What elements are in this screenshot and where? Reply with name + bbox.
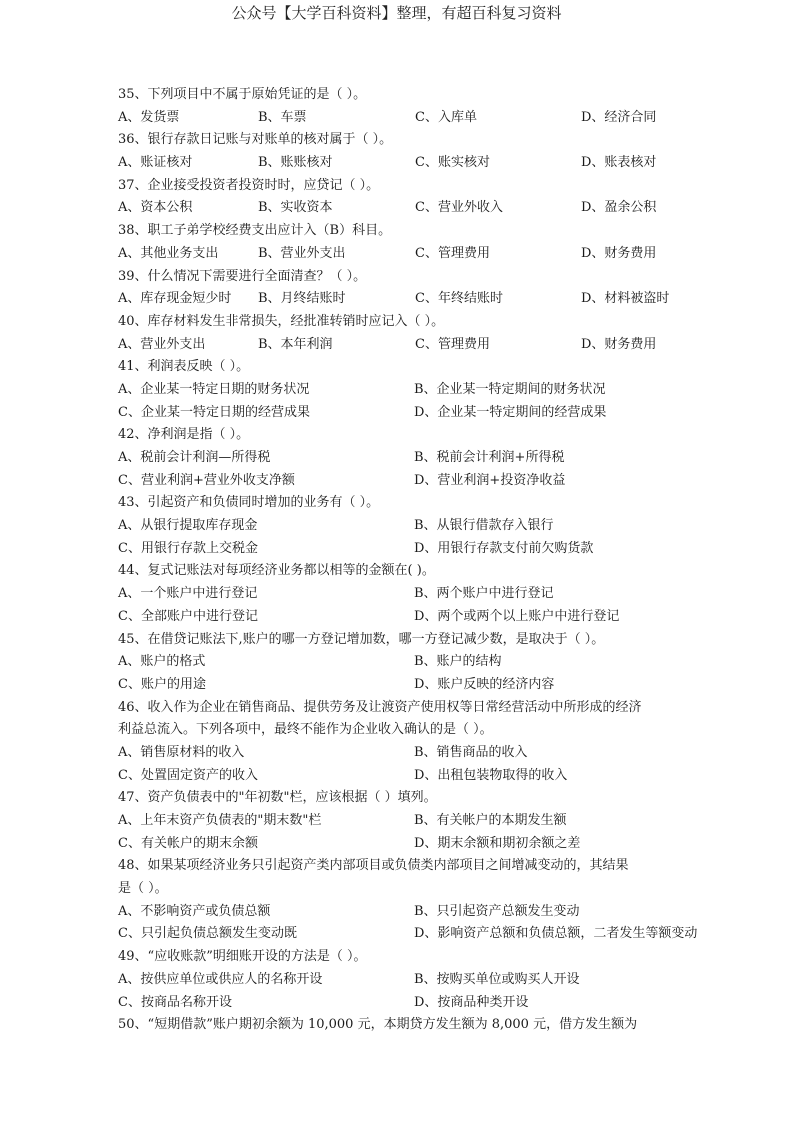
question-text: 42、净利润是指（ ）。 [118, 427, 250, 443]
question-text: 46、收入作为企业在销售商品、提供劳务及让渡资产使用权等日常经营活动中所形成的经济 [118, 699, 642, 715]
answer-option: A、发货票 [118, 109, 180, 125]
question-text: 39、什么情况下需要进行全面清查？（ ）。 [118, 268, 367, 284]
answer-option: C、处置固定资产的收入 [118, 767, 258, 783]
page-header: 公众号【大学百科资料】整理，有超百科复习资料 [231, 4, 562, 22]
answer-option: C、全部账户中进行登记 [118, 608, 258, 624]
options-row [118, 379, 718, 402]
answer-option: B、企业某一特定期间的财务状况 [414, 381, 606, 397]
question-text: 37、企业接受投资者投资时时，应贷记（ ）。 [118, 177, 380, 193]
question-text: 35、下列项目中不属于原始凭证的是（ ）。 [118, 87, 367, 102]
answer-option: B、实收资本 [258, 200, 333, 216]
options-row [118, 583, 718, 606]
options-row [118, 152, 718, 175]
answer-option: A、按供应单位或供应人的名称开设 [118, 971, 323, 987]
answer-option: D、账户反映的经济内容 [414, 676, 555, 692]
answer-option: B、账户的结构 [414, 654, 502, 670]
answer-option: B、销售商品的收入 [414, 744, 528, 760]
answer-option: B、两个账户中进行登记 [414, 586, 554, 602]
options-row [118, 288, 718, 311]
answer-option: D、财务费用 [581, 245, 657, 261]
options-row [118, 923, 718, 946]
answer-option: D、按商品种类开设 [414, 994, 529, 1010]
question-text-continued: 是（ ）。 [118, 881, 168, 897]
answer-option: B、账账核对 [258, 155, 333, 171]
question-text: 45、在借贷记账法下,账户的哪一方登记增加数，哪一方登记减少数，是取决于（ ）。 [118, 631, 605, 647]
options-row [118, 674, 718, 697]
answer-option: A、库存现金短少时 [118, 291, 232, 307]
options-row [118, 107, 718, 130]
answer-option: D、经济合同 [581, 109, 657, 125]
options-row [118, 742, 718, 765]
question-text: 40、库存材料发生非常损失，经批准转销时应记入（ ）。 [118, 313, 445, 329]
question-text: 49、“应收账款”明细账开设的方法是（ ）。 [118, 949, 367, 965]
answer-option: A、税前会计利润—所得税 [118, 450, 271, 465]
answer-option: B、有关帐户的本期发生额 [414, 813, 567, 828]
options-row [118, 470, 718, 493]
question-text-continued: 利益总流入。下列各项中，最终不能作为企业收入确认的是（ ）。 [118, 722, 493, 738]
answer-option: A、资本公积 [118, 200, 193, 216]
options-row [118, 538, 718, 561]
answer-option: A、企业某一特定日期的财务状况 [118, 381, 310, 397]
answer-option: A、账户的格式 [118, 654, 206, 670]
question-text: 41、利润表反映（ ）。 [118, 359, 250, 375]
options-row [118, 765, 718, 788]
options-row [118, 402, 718, 425]
answer-option: A、销售原材料的收入 [118, 744, 245, 760]
answer-option: D、影响资产总额和负债总额，二者发生等额变动 [414, 926, 698, 942]
answer-option: C、入库单 [415, 109, 477, 125]
options-row [118, 515, 718, 538]
answer-option: C、年终结账时 [415, 291, 503, 307]
answer-option: D、用银行存款支付前欠购货款 [414, 540, 594, 556]
answer-option: B、营业外支出 [258, 245, 346, 261]
answer-option: C、只引起负债总额发生变动既 [118, 926, 297, 942]
question-text: 38、职工子弟学校经费支出应计入（B）科目。 [118, 223, 392, 239]
answer-option: A、从银行提取库存现金 [118, 518, 258, 534]
question-text: 44、复式记账法对每项经济业务都以相等的金额在( )。 [118, 563, 435, 579]
answer-option: D、盈余公积 [581, 200, 657, 216]
answer-option: C、企业某一特定日期的经营成果 [118, 404, 310, 420]
answer-option: A、账证核对 [118, 155, 193, 171]
answer-option: B、从银行借款存入银行 [414, 518, 554, 534]
answer-option: C、营业利润+营业外收支净额 [118, 472, 295, 488]
answer-option: B、车票 [258, 109, 307, 125]
question-text: 36、银行存款日记账与对账单的核对属于（ ）。 [118, 132, 393, 148]
answer-option: D、期末余额和期初余额之差 [414, 835, 581, 851]
answer-option: A、营业外支出 [118, 336, 206, 352]
options-row [118, 651, 718, 674]
answer-option: B、月终结账时 [258, 291, 346, 307]
question-list [118, 84, 718, 1037]
question-text: 48、如果某项经济业务只引起资产类内部项目或负债类内部项目之间增减变动的，其结果 [118, 858, 629, 874]
answer-option: C、营业外收入 [415, 200, 503, 216]
question-text: 47、资产负债表中的"年初数"栏，应该根据（ ）填列。 [118, 790, 437, 806]
answer-option: C、账实核对 [415, 155, 490, 171]
answer-option: B、按购买单位或购买人开设 [414, 971, 580, 987]
options-row [118, 810, 718, 833]
question-text: 43、引起资产和负债同时增加的业务有（ ）。 [118, 495, 380, 511]
answer-option: D、营业利润+投资净收益 [414, 472, 566, 488]
answer-option: C、按商品名称开设 [118, 994, 232, 1010]
answer-option: C、管理费用 [415, 245, 490, 261]
answer-option: C、用银行存款上交税金 [118, 540, 258, 556]
options-row [118, 334, 718, 357]
answer-option: B、本年利润 [258, 336, 333, 352]
question-text: 50、“短期借款”账户期初余额为 10,000 元，本期贷方发生额为 8,000 元，借方发生额为 [118, 1017, 638, 1033]
answer-option: D、财务费用 [581, 336, 657, 352]
answer-option: D、账表核对 [581, 155, 657, 171]
options-row [118, 606, 718, 629]
options-row [118, 992, 718, 1015]
answer-option: A、一个账户中进行登记 [118, 586, 258, 602]
answer-option: A、其他业务支出 [118, 245, 219, 261]
answer-option: C、管理费用 [415, 336, 490, 352]
answer-option: D、企业某一特定期间的经营成果 [414, 404, 607, 420]
options-row [118, 969, 718, 992]
options-row [118, 243, 718, 266]
options-row [118, 901, 718, 924]
options-row [118, 447, 718, 470]
answer-option: A、上年末资产负债表的"期末数"栏 [118, 813, 322, 828]
answer-option: D、两个或两个以上账户中进行登记 [414, 608, 620, 624]
answer-option: B、只引起资产总额发生变动 [414, 903, 580, 919]
answer-option: C、有关帐户的期末余额 [118, 835, 258, 851]
answer-option: B、税前会计利润+所得税 [414, 450, 565, 465]
answer-option: C、账户的用途 [118, 676, 206, 692]
options-row [118, 833, 718, 856]
answer-option: D、出租包装物取得的收入 [414, 767, 568, 783]
options-row [118, 197, 718, 220]
answer-option: A、不影响资产或负债总额 [118, 903, 271, 919]
answer-option: D、材料被盗时 [581, 291, 670, 307]
